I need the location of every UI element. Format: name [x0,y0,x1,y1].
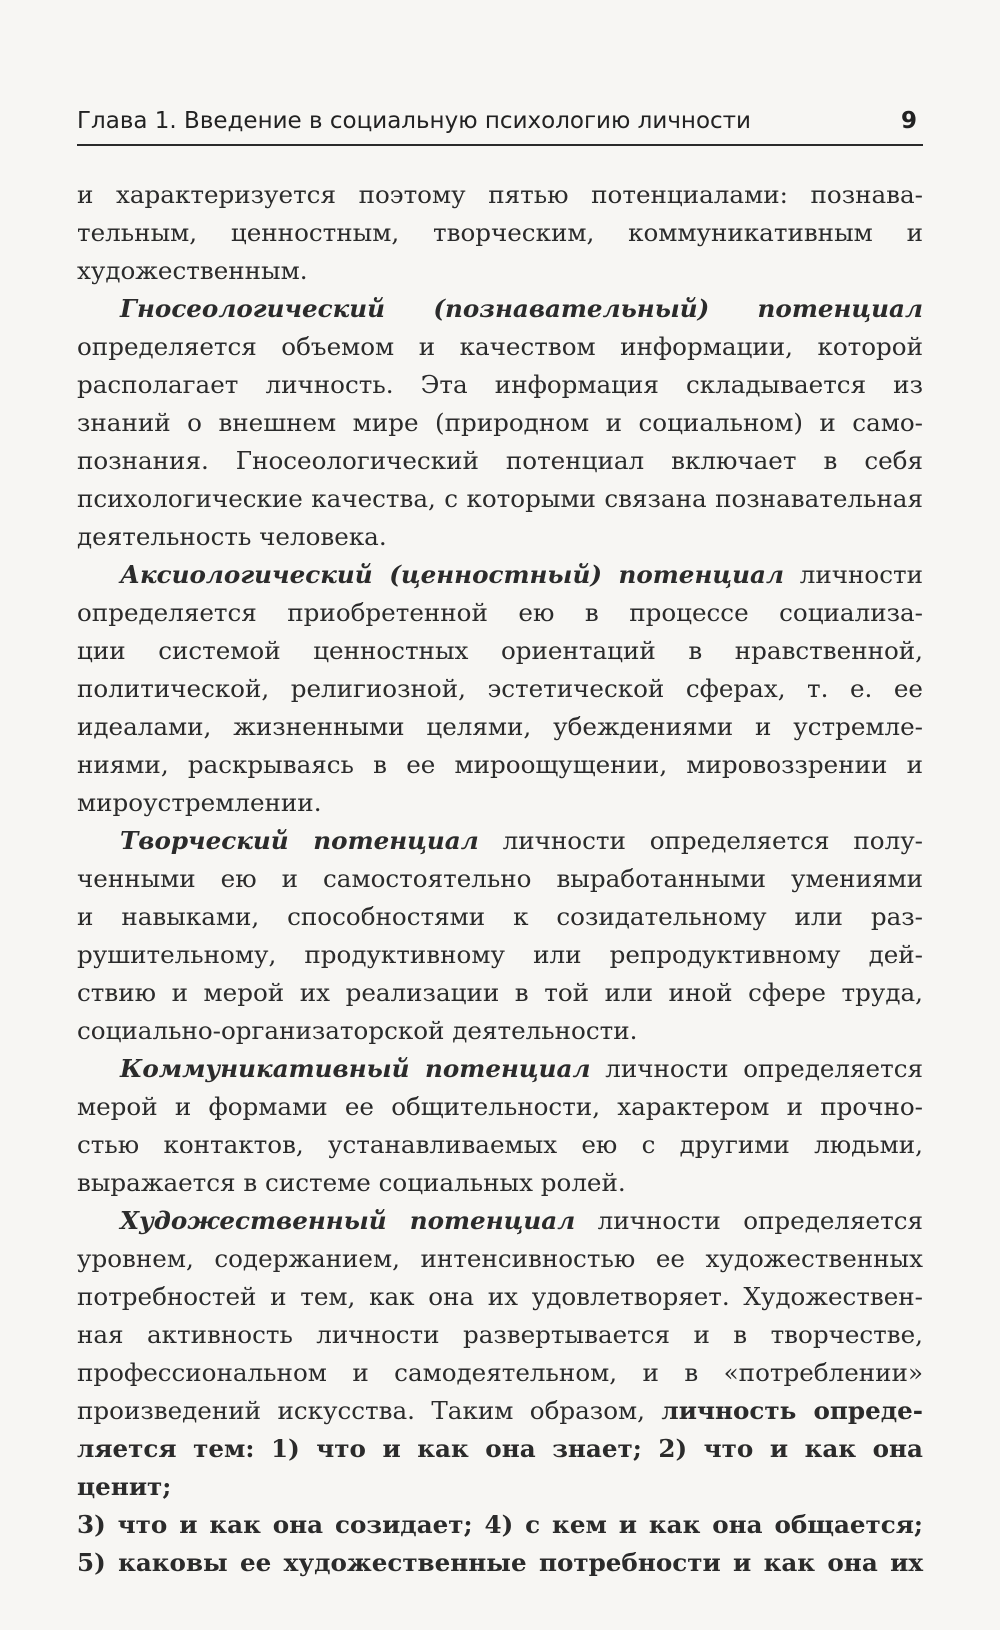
text-line: тельным, ценностным, творческим, коммуникативным и [77,218,923,247]
text-line: ная активность личности развертывается и в творчестве, [77,1320,923,1349]
emphasis-line: ляется тем: 1) что и как она знает; 2) что и как она ценит; [77,1434,923,1501]
term-gnoseological: Гносеологический (познавательный) потенциал [120,294,923,323]
text-line [77,1392,923,1430]
text-line: психологические качества, с которыми связана познавательная [77,484,923,513]
text-line: и характеризуется поэтому пятью потенциалами: познава- [77,180,923,209]
text-line: ствию и мерой их реализации в той или иной сфере труда, [77,978,923,1007]
chapter-title: Глава 1. Введение в социальную психологию личности [77,108,752,134]
text-line: выражается в системе социальных ролей. [77,1168,626,1197]
text-line: ции системой ценностных ориентаций в нравственной, [77,636,923,665]
text-line: деятельность человека. [77,522,387,551]
text-line: профессиональном и самодеятельном, и в «потреблении» [77,1358,923,1387]
text-line: определяется объемом и качеством информации, которой [77,332,923,361]
text-line: мерой и формами ее общительности, характером и прочно- [77,1092,923,1121]
text-line [77,1050,923,1088]
emphasis-line: 5) каковы ее художественные потребности и как она их [77,1548,923,1577]
text-line: стью контактов, устанавливаемых ею с другими людьми, [77,1130,923,1159]
text-line: рушительному, продуктивному или репродуктивному дей- [77,940,923,969]
text-span: личности определяется [575,1206,923,1235]
term-axiological: Аксиологический (ценностный) потенциал [120,560,784,589]
book-page [77,0,923,1630]
page-number: 9 [900,108,917,134]
text-line: потребностей и тем, как она их удовлетворяет. Художествен- [77,1282,923,1311]
term-communicative: Коммуникативный потенциал [120,1054,591,1083]
text-line: располагает личность. Эта информация складывается из [77,370,923,399]
text-span: личности определяется [590,1054,924,1083]
emphasis-text: личность опреде- [661,1396,923,1425]
text-line: художественным. [77,256,308,285]
text-span: произведений искусства. Таким образом, [77,1396,662,1425]
text-span: личности определяется полу- [478,826,923,855]
text-line: мироустремлении. [77,788,322,817]
text-line [77,822,923,860]
text-line: знаний о внешнем мире (природном и социальном) и само- [77,408,923,437]
text-line: социально-организаторской деятельности. [77,1016,638,1045]
text-line: и навыками, способностями к созидательному или раз- [77,902,923,931]
term-creative: Творческий потенциал [120,826,479,855]
term-artistic: Художественный потенциал [120,1206,576,1235]
text-line: определяется приобретенной ею в процессе социализа- [77,598,923,627]
body-text [77,176,923,1582]
text-line: идеалами, жизненными целями, убеждениями и устремле- [77,712,923,741]
text-line [77,556,923,594]
running-head [77,98,923,146]
text-line: ниями, раскрываясь в ее мироощущении, мировоззрении и [77,750,923,779]
text-line: познания. Гносеологический потенциал включает в себя [77,446,923,475]
text-line: уровнем, содержанием, интенсивностью ее художественных [77,1244,923,1273]
text-line [77,1202,923,1240]
text-line [77,290,923,328]
text-line: политической, религиозной, эстетической сферах, т. е. ее [77,674,923,703]
text-span: личности [783,560,923,589]
text-line: ченными ею и самостоятельно выработанными умениями [77,864,923,893]
emphasis-line: 3) что и как она созидает; 4) с кем и как она общается; [77,1510,923,1539]
